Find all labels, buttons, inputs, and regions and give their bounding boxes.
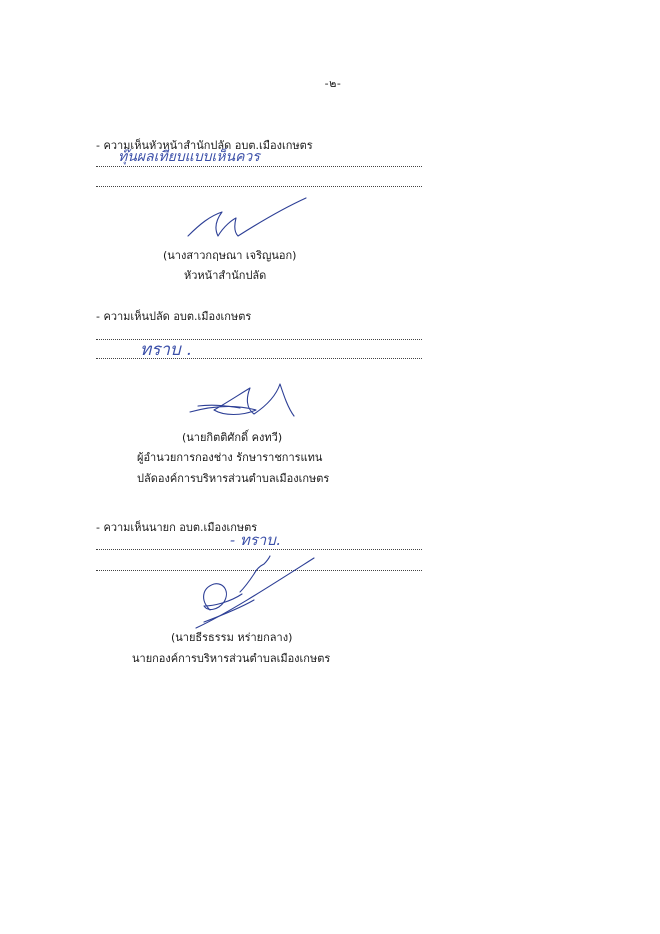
section-2-handwritten-comment: ทราบ . (140, 340, 192, 360)
section-1-signature (180, 196, 310, 242)
section-2-signature (184, 376, 304, 424)
section-2-comment-line-2 (96, 358, 422, 359)
section-2-signer-position-1: ผู้อำนวยการกองช่าง รักษาราชการแทน (137, 451, 323, 464)
section-3-signature (190, 552, 320, 632)
section-1-heading: - ความเห็นหัวหน้าสำนักปลัด อบต.เมืองเกษตร (96, 139, 313, 152)
section-3-heading: - ความเห็นนายก อบต.เมืองเกษตร (96, 521, 258, 534)
section-3-comment-line-1 (96, 549, 422, 550)
section-1-handwritten-comment: ทุ๊นผลเทียบแบบเห็นควร (118, 149, 260, 165)
section-2-signer-position-2: ปลัดองค์การบริหารส่วนตำบลเมืองเกษตร (137, 472, 330, 485)
section-1-comment-line-2 (96, 186, 422, 187)
section-1-signer-name: (นางสาวกฤษณา เจริญนอก) (163, 249, 297, 262)
section-1-comment-line-1 (96, 166, 422, 167)
section-2-heading: - ความเห็นปลัด อบต.เมืองเกษตร (96, 310, 252, 323)
section-3-handwritten-comment: - ทราบ. (230, 531, 281, 549)
section-2-comment-line-1 (96, 339, 422, 340)
section-2-signer-name: (นายกิตติศักดิ์ คงทวี) (182, 431, 283, 444)
section-1-signer-position: หัวหน้าสำนักปลัด (184, 269, 267, 282)
section-3-signer-name: (นายธีรธรรม หร่ายกลาง) (171, 631, 293, 644)
page-number: -๒- (324, 77, 342, 90)
section-3-signer-position: นายกองค์การบริหารส่วนตำบลเมืองเกษตร (132, 652, 331, 665)
